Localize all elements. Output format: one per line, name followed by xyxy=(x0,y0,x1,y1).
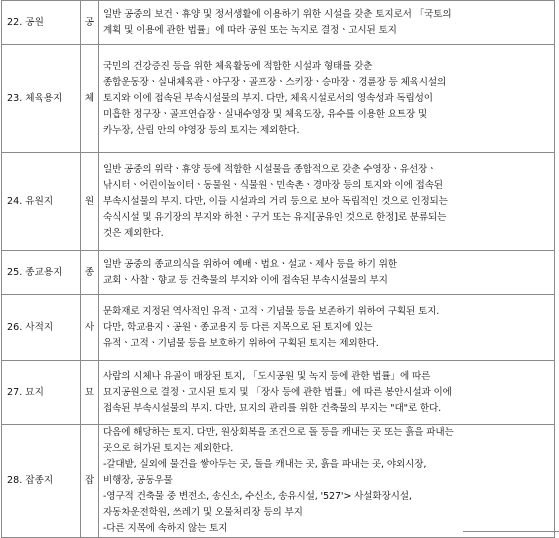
category-symbol: 잡 xyxy=(81,425,99,538)
category-name: 26. 사적지 xyxy=(2,295,81,361)
bottom-rule xyxy=(463,531,559,532)
category-symbol: 종 xyxy=(81,251,99,295)
category-symbol: 사 xyxy=(81,295,99,361)
description-line: 것은 제외한다. xyxy=(103,227,164,239)
table-row xyxy=(2,1,555,45)
description-line: 종합운동장ㆍ실내체육관ㆍ야구장ㆍ골프장ㆍ스키장ㆍ승마장ㆍ경륜장 등 체육시설의 xyxy=(103,76,447,88)
table-row xyxy=(2,425,555,538)
category-description xyxy=(99,425,555,538)
table-row xyxy=(2,295,555,361)
description-line: 묘지공원으로 결정ㆍ고시된 토지 및 「장사 등에 관한 법률」에 따른 봉안시설과 이에 xyxy=(103,386,452,398)
description-line: 계획 및 이용에 관한 법률」에 따라 공원 또는 녹지로 결정ㆍ고시된 토지 xyxy=(103,24,397,36)
description-line: 다만, 학교용지ㆍ공원ㆍ종교용지 등 다른 지목으로 된 토지에 있는 xyxy=(103,321,373,333)
description-line: -영구적 건축물 중 변전소, 송신소, 수신소, 송유시설, '527'> 사설화장시설, xyxy=(103,491,412,502)
description-line: 국민의 건강증진 등을 위한 체육활동에 적합한 시설과 형태를 갖춘 xyxy=(103,60,373,72)
description-line: 교회ㆍ사찰ㆍ향교 등 건축물의 부지와 이에 접속된 부속시설물의 부지 xyxy=(103,274,388,286)
land-category-table xyxy=(1,0,555,538)
description-line: 낚시터ㆍ어린이놀이터ㆍ동물원ㆍ식물원ㆍ민속촌ㆍ경마장 등의 토지와 이에 접속된 xyxy=(103,179,443,191)
description-line: 다음에 해당하는 토지. 다만, 원상회복을 조건으로 돌 등을 캐내는 곳 또는 흙을 파내는 xyxy=(103,427,454,438)
description-line: -다른 지목에 속하지 않는 토지 xyxy=(103,523,228,534)
category-description xyxy=(99,251,555,295)
description-line: 일반 공중의 위락ㆍ휴양 등에 적합한 시설물을 종합적으로 갖춘 수영장ㆍ유선장ㆍ xyxy=(103,163,437,175)
category-description xyxy=(99,1,555,45)
category-symbol: 공 xyxy=(81,1,99,45)
description-line: 유적ㆍ고적ㆍ기념물 등을 보호하기 위하여 구획된 토지는 제외한다. xyxy=(103,337,379,349)
category-name: 24. 유원지 xyxy=(2,153,81,251)
description-line: 곳으로 허가된 토지는 제외한다. xyxy=(103,443,234,454)
category-symbol: 원 xyxy=(81,153,99,251)
category-name: 23. 체육용지 xyxy=(2,45,81,153)
description-line: 문화재로 지정된 역사적인 유적ㆍ고적ㆍ기념물 등을 보존하기 위하여 구획된 토지. xyxy=(103,305,440,317)
description-line: 숙식시설 및 유기장의 부지와 하천ㆍ구거 또는 유지[공유인 것으로 한정]로 분류되는 xyxy=(103,211,447,223)
category-symbol: 묘 xyxy=(81,361,99,425)
category-description xyxy=(99,295,555,361)
category-name: 22. 공원 xyxy=(2,1,81,45)
table-row xyxy=(2,251,555,295)
category-name: 28. 잡종지 xyxy=(2,425,81,538)
category-name: 27. 묘지 xyxy=(2,361,81,425)
description-line: 비행장, 공동우물 xyxy=(103,475,173,486)
description-line: 카누장, 산림 안의 야영장 등의 토지는 제외한다. xyxy=(103,124,300,136)
table-row xyxy=(2,45,555,153)
description-line: 접속된 부속시설물의 부지. 다만, 묘지의 관리를 위한 건축물의 부지는 "대"로 한다. xyxy=(103,402,441,414)
description-line: 자동차운전학원, 쓰레기 및 오물처리장 등의 부지 xyxy=(103,507,303,518)
description-line: 미흡한 정구장ㆍ골프연습장ㆍ실내수영장 및 체육도장, 유수를 이용한 요트장 및 xyxy=(103,108,428,120)
description-line: 사람의 시체나 유골이 매장된 토지, 「도시공원 및 녹지 등에 관한 법률」에 따른 xyxy=(103,370,431,382)
description-line: 부속시설물의 부지. 다만, 이들 시설과의 거리 등으로 보아 독립적인 것으로 인정되는 xyxy=(103,195,448,207)
category-symbol: 체 xyxy=(81,45,99,153)
table-row xyxy=(2,153,555,251)
description-line: 일반 공중의 보건ㆍ휴양 및 정서생활에 이용하기 위한 시설을 갖춘 토지로서 「국토의 xyxy=(103,8,452,20)
table-body xyxy=(2,1,555,538)
category-description xyxy=(99,361,555,425)
category-description xyxy=(99,153,555,251)
category-name: 25. 종교용지 xyxy=(2,251,81,295)
description-line: -갈대밭, 실외에 물건을 쌓아두는 곳, 돌을 캐내는 곳, 흙을 파내는 곳, 야외시장, xyxy=(103,459,427,470)
table-row xyxy=(2,361,555,425)
description-line: 토지와 이에 접속된 부속시설물의 부지. 다만, 체육시설로서의 영속성과 독립성이 xyxy=(103,92,433,104)
description-line: 일반 공중의 종교의식을 위하여 예배ㆍ법요ㆍ설교ㆍ제사 등을 하기 위한 xyxy=(103,258,397,270)
category-description xyxy=(99,45,555,153)
